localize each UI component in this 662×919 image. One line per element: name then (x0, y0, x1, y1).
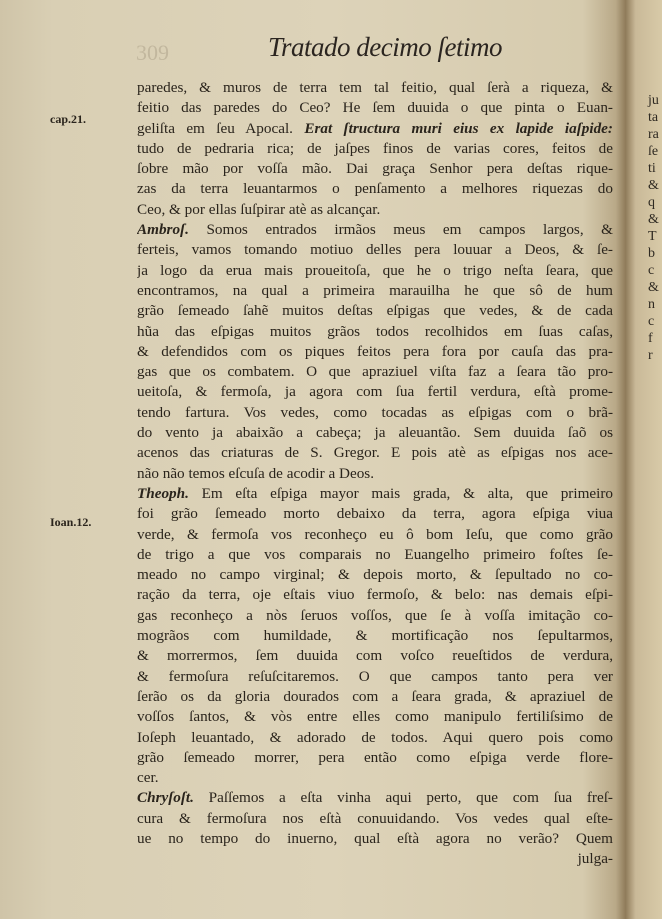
text-segment: verde, & fermoſa vos reconheço eu ô bom Ieſu, que como grão (137, 525, 613, 543)
text-line (137, 403, 613, 423)
text-segment: & defendidos com os piques feitos pera fora por cauſa das pra- (137, 342, 613, 360)
text-line (137, 200, 613, 220)
text-segment: encontramos, na qual a primeira marauilha he que sô de hum (137, 281, 613, 299)
text-segment: ferteis, vamos tomando motiuo delles pera louuar a Deos, & ſe- (137, 241, 613, 259)
next-page-line-fragment: q (648, 195, 655, 210)
next-page-fragment (648, 92, 659, 364)
text-segment: do vento ja abaixão a cabeça; ja aleuantão. Sem duuida ſaõ os (137, 424, 613, 442)
text-line (137, 240, 613, 260)
text-line (137, 707, 613, 727)
text-line (137, 728, 613, 748)
next-page-line-fragment: & (648, 178, 659, 193)
text-line (137, 829, 613, 849)
text-line (137, 139, 613, 159)
text-segment: foi grão ſemeado morto debaixo da terra, agora eſpiga viua (137, 505, 613, 523)
text-line (137, 606, 613, 626)
text-line (137, 788, 613, 808)
text-segment: Em eſta eſpiga mayor mais grada, & alta, que primeiro (188, 484, 613, 502)
running-title: Tratado decimo ſetimo (268, 32, 502, 62)
next-page-line-fragment: & (648, 212, 659, 227)
text-line (137, 423, 613, 443)
text-segment: mogrãos com humildade, & mortificação nos ſepultarmos, (137, 627, 613, 645)
speaker-or-latin-italic: Erat ſtructura muri eius ex lapide iaſpide: (304, 119, 613, 137)
text-segment: gas que os combatem. O que apraziuel viſta faz a ſeara tão pro- (137, 363, 613, 381)
next-page-line-fragment: c (648, 263, 655, 278)
text-line (137, 322, 613, 342)
body-text (137, 78, 613, 870)
text-segment: não não temos eſcuſa de acodir a Deos. (137, 464, 375, 482)
text-line (137, 98, 613, 118)
next-page-line-fragment: n (648, 297, 655, 312)
text-line (137, 119, 613, 139)
text-line (137, 626, 613, 646)
text-line (137, 281, 613, 301)
text-line (137, 585, 613, 605)
text-segment: ja logo da erua mais proueitoſa, que he o trigo neſta ſeara, que (137, 261, 613, 279)
text-line (137, 849, 613, 869)
text-line (137, 261, 613, 281)
text-segment: grão ſemeado morrer, pera então como eſpiga verde flore- (137, 748, 613, 766)
speaker-or-latin-italic: Chryſoſt. (137, 789, 194, 807)
text-segment: tudo de pedraria rica; de jaſpes finos de varias cores, feitos de (137, 139, 613, 157)
text-segment: grão ſemeado ſahẽ muitos deſtas eſpigas que vedes, & de cada (137, 302, 613, 320)
text-line (137, 504, 613, 524)
speaker-or-latin-italic: Theoph. (137, 484, 189, 502)
next-page-line-fragment: ti (648, 161, 656, 176)
text-segment: cura & fermoſura nos eſtà conuuidando. Vos vedes qual eſte- (137, 809, 613, 827)
text-segment: acenos das criaturas de S. Gregor. E pois atè as eſpigas nos ace- (137, 444, 613, 462)
text-segment: ue no tempo do inuerno, qual eſtà agora no verão? Quem (137, 829, 613, 847)
next-page-line-fragment: ſe (648, 144, 659, 159)
text-segment: ſerão os da gloria dourados com a ſeara grada, & apraziuel de (137, 687, 613, 705)
text-line (137, 768, 613, 788)
text-line (137, 342, 613, 362)
next-page-line-fragment: & (648, 280, 659, 295)
text-segment: geliſta em ſeu Apocal. (137, 119, 305, 137)
next-page-line-fragment: b (648, 246, 655, 261)
text-line (137, 220, 613, 240)
text-segment: feitio das paredes do Ceo? He ſem duuida o que pinta o Euan- (137, 99, 613, 117)
text-line (137, 565, 613, 585)
text-line (137, 464, 613, 484)
text-segment: & fermoſura reſuſcitaremos. O que campos tanto pera ver (137, 667, 613, 685)
text-segment: hũa das eſpigas muitos grãos todos recolhidos em ſuas caſas, (137, 322, 613, 340)
text-segment: zas da terra leuantarmos o penſamento a melhores riquezas do (137, 180, 613, 198)
text-line (137, 525, 613, 545)
next-page-line-fragment: f (648, 331, 653, 346)
text-line (137, 748, 613, 768)
margin-note-cap21: cap.21. (50, 112, 86, 126)
next-page-line-fragment: ju (648, 93, 659, 108)
text-line (137, 687, 613, 707)
text-segment: cer. (137, 769, 159, 787)
margin-note-ioan12: Ioan.12. (50, 515, 92, 529)
next-page-line-fragment: r (648, 348, 653, 363)
text-segment: voſſos ſantos, & vòs entre elles como manipulo fertiliſsimo de (137, 708, 613, 726)
bleed-through-page-number: 309 (136, 40, 169, 65)
text-segment: meado no campo virginal; & depois morto, & ſepultado no co- (137, 566, 613, 584)
text-line (137, 382, 613, 402)
next-page-line-fragment: c (648, 314, 655, 329)
text-segment: de trigo a que vos comparais no Euangelho primeiro foſtes ſe- (137, 545, 613, 563)
text-line (137, 179, 613, 199)
text-line (137, 159, 613, 179)
text-segment: ueitoſa, & fermoſa, ja agora com ſua fertil verdura, eſtà prome- (137, 383, 613, 401)
text-segment: tendo fartura. Vos vedes, como tocadas as eſpigas com o brã- (137, 403, 613, 421)
next-page-line-fragment: T (648, 229, 657, 244)
text-line (137, 484, 613, 504)
text-line (137, 545, 613, 565)
text-line (137, 667, 613, 687)
text-segment: julga- (577, 850, 613, 868)
text-segment: paredes, & muros de terra tem tal feitio, qual ſerà a riqueza, & (137, 79, 613, 96)
next-page-line-fragment: ta (648, 110, 659, 125)
text-line (137, 443, 613, 463)
text-line (137, 809, 613, 829)
text-segment: gas reconheço a nòs ſeruos voſſos, que ſe à voſſa imitação co- (137, 606, 613, 624)
speaker-or-latin-italic: Ambroſ. (137, 221, 189, 239)
text-line (137, 301, 613, 321)
text-segment: & morrermos, ſem duuida com voſco reueſtidos de verdura, (137, 647, 613, 665)
text-segment: Paſſemos a eſta vinha aqui perto, que com ſua freſ- (193, 789, 613, 807)
text-segment: ração da terra, oje eſtais viuo fermoſo, & belo: nas demais eſpi- (137, 586, 613, 604)
text-segment: Somos entrados irmãos meus em campos largos, & (188, 221, 613, 239)
text-line (137, 646, 613, 666)
next-page-line-fragment: ra (648, 127, 659, 142)
text-segment: Ceo, & por ellas ſuſpirar atè as alcançar. (137, 200, 381, 218)
text-line (137, 362, 613, 382)
text-segment: ſobre mão por voſſa mão. Dai graça Senhor pera deſtas rique- (137, 160, 613, 178)
text-line (137, 78, 613, 98)
text-segment: Ioſeph leuantado, & adorado de todos. Aqui quero pois como (137, 728, 613, 746)
